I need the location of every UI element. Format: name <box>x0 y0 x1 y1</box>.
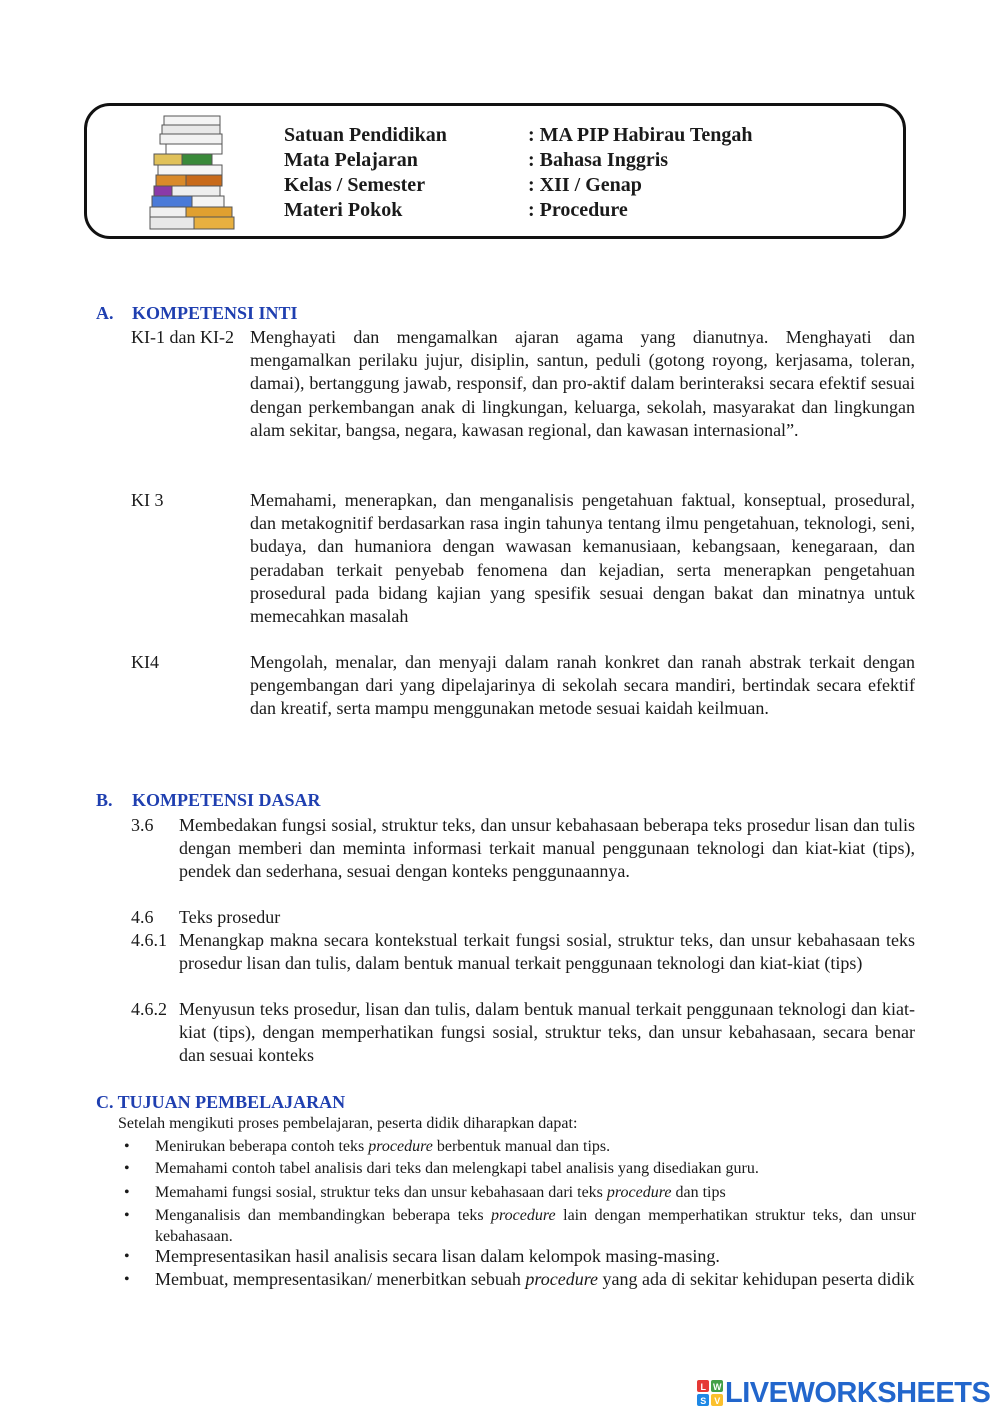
bullet-icon: • <box>124 1160 130 1177</box>
item-text: Memahami fungsi sosial, struktur teks dan unsur kebahasaan dari teks <box>155 1184 607 1201</box>
books-stack-icon <box>148 114 240 232</box>
header-value: : Bahasa Inggris <box>528 149 669 171</box>
kd-text: Menyusun teks prosedur, lisan dan tulis, dalam bentuk manual terkait penggunaan teknologi dan kiat-kiat (tips), dengan memperhatikan fungsi sosial, struktur teks, dan unsur kebahasaan, secara benar dan sesuai konteks <box>179 999 915 1066</box>
watermark-text: LIVEWORKSHEETS <box>725 1376 991 1409</box>
bullet-icon: • <box>124 1184 130 1201</box>
item-emphasis: procedure <box>491 1207 556 1224</box>
ki-label: KI4 <box>131 652 159 672</box>
header-value: : MA PIP Habirau Tengah <box>528 124 753 146</box>
bullet-icon: • <box>124 1138 130 1155</box>
item-text: Memahami contoh tabel analisis dari teks dan melengkapi tabel analisis yang disediakan guru. <box>155 1160 759 1177</box>
section-a-heading <box>96 303 298 324</box>
kd-number: 4.6.2 <box>131 999 167 1019</box>
item-text: Mempresentasikan hasil analisis secara lisan dalam kelompok masing-masing. <box>155 1246 720 1266</box>
svg-text:S: S <box>700 1396 706 1407</box>
item-emphasis: procedure <box>606 1184 672 1201</box>
section-letter: B. <box>96 790 113 810</box>
bullet-icon: • <box>124 1248 130 1265</box>
kd-number: 4.6 <box>131 907 154 927</box>
header-value: : XII / Genap <box>528 174 642 196</box>
ki-label: KI-1 dan KI-2 <box>131 327 234 347</box>
kd-number: 4.6.1 <box>131 930 167 950</box>
ki-text: Memahami, menerapkan, dan menganalisis pengetahuan faktual, konseptual, prosedural, dan metakognitif berdasarkan rasa ingin tahunya tentang ilmu pengetahuan, teknologi, seni, budaya, dan humaniora dengan wawasan kemanusiaan, kebangsaan, kenegaraan, dan peradaban terkait penyebab fenomena dan kejadian, serta menerapkan pengetahuan prosedural pada bidang kajian yang spesifik sesuai dengan bakat dan minatnya untuk memecahkan masalah <box>250 490 915 627</box>
section-title: KOMPETENSI DASAR <box>132 790 321 810</box>
item-emphasis: procedure <box>368 1138 433 1155</box>
kd-number: 3.6 <box>131 815 154 835</box>
svg-text:L: L <box>700 1382 706 1393</box>
header-label: Materi Pokok <box>284 199 403 221</box>
header-label: Satuan Pendidikan <box>284 124 447 146</box>
kd-text: Menangkap makna secara kontekstual terkait fungsi sosial, struktur teks, dan unsur kebahasaan teks prosedur lisan dan tulis, dalam bentuk manual terkait penggunaan teknologi dan kiat-kiat (tips) <box>179 930 915 974</box>
item-text-after: yang ada di sekitar kehidupan peserta didik <box>598 1269 915 1289</box>
section-c-heading: C. TUJUAN PEMBELAJARAN <box>96 1092 346 1112</box>
section-c-intro: Setelah mengikuti proses pembelajaran, peserta didik diharapkan dapat: <box>118 1115 578 1132</box>
ki-text: Menghayati dan mengamalkan ajaran agama yang dianutnya. Menghayati dan mengamalkan perilaku jujur, disiplin, santun, peduli (gotong royong, kerjasama, toleran, damai), bertanggung jawab, responsif, dan pro-aktif dalam berinteraksi secara efektif sesuai dengan perkembangan anak di lingkungan, keluarga, sekolah, masyarakat dan lingkungan alam sekitar, bangsa, negara, kawasan regional, dan kawasan internasional”. <box>250 327 915 440</box>
header-value: : Procedure <box>528 199 628 221</box>
section-title: KOMPETENSI INTI <box>132 303 298 323</box>
item-text-after: berbentuk manual dan tips. <box>432 1138 611 1155</box>
item-text: Membuat, mempresentasikan/ menerbitkan sebuah <box>155 1269 526 1289</box>
item-text-after: dan tips <box>671 1184 726 1201</box>
item-text: Menirukan beberapa contoh teks <box>155 1138 369 1155</box>
svg-text:W: W <box>713 1382 721 1393</box>
kd-text: Teks prosedur <box>179 907 281 927</box>
ki-text: Mengolah, menalar, dan menyaji dalam ranah konkret dan ranah abstrak terkait dengan pengembangan dari yang dipelajarinya di sekolah secara mandiri, bertindak secara efektif dan kreatif, serta mampu menggunakan metode sesuai kaidah keilmuan. <box>250 652 915 719</box>
header-label: Mata Pelajaran <box>284 149 418 171</box>
svg-text:V: V <box>714 1396 720 1407</box>
bullet-icon: • <box>124 1271 130 1288</box>
ki-label: KI 3 <box>131 490 164 510</box>
section-b-heading <box>96 790 321 811</box>
header-label: Kelas / Semester <box>284 174 426 196</box>
item-text: Menganalisis dan membandingkan beberapa teks <box>155 1207 492 1224</box>
item-emphasis: procedure <box>525 1269 599 1289</box>
liveworksheets-logo-icon <box>697 1380 723 1406</box>
liveworksheets-watermark[interactable] <box>697 1376 990 1410</box>
bullet-icon: • <box>124 1207 130 1224</box>
item-text-after: lain dengan memperhatikan struktur teks, dan unsur kebahasaan. <box>155 1207 916 1245</box>
kd-text: Membedakan fungsi sosial, struktur teks, dan unsur kebahasaan beberapa teks prosedur lisan dan tulis dengan memberi dan meminta informasi terkait manual penggunaan teknologi dan kiat-kiat (tips), pendek dan sederhana, sesuai dengan konteks penggunaannya. <box>179 815 915 882</box>
section-letter: A. <box>96 303 114 323</box>
